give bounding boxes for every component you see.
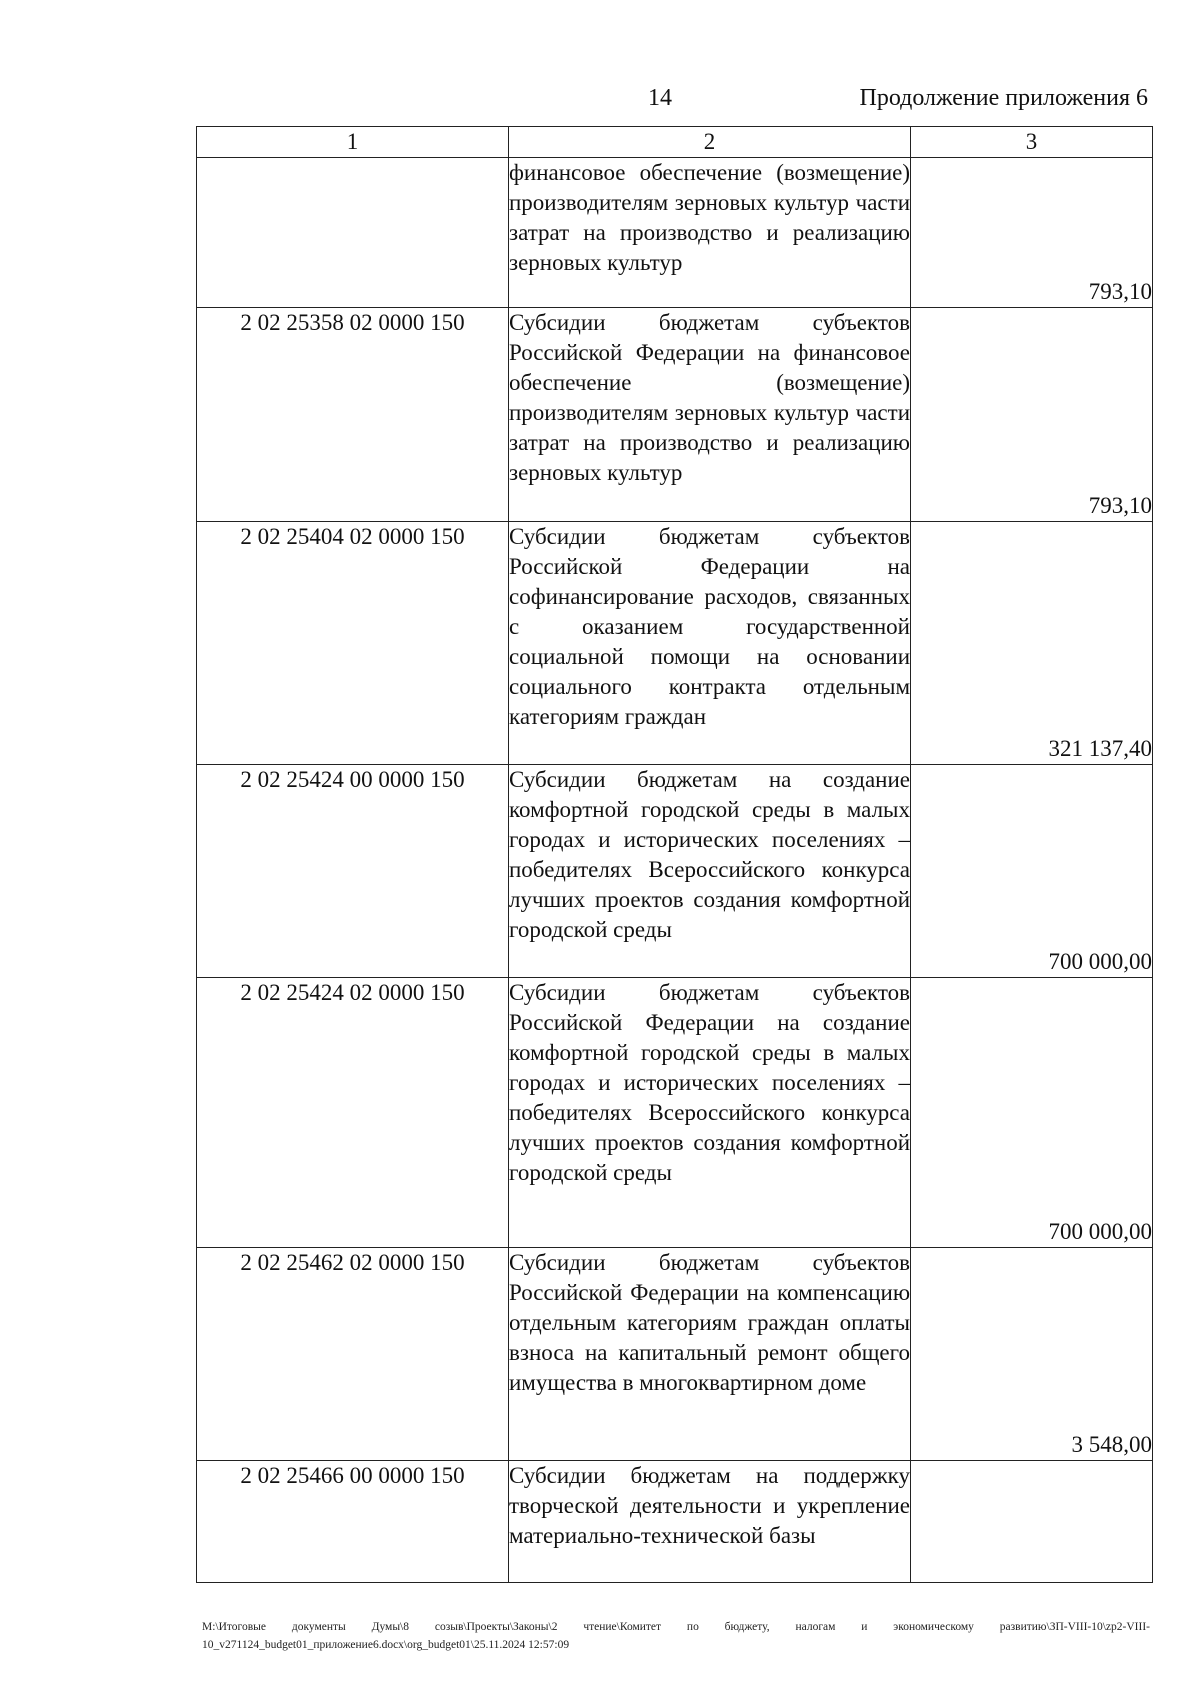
budget-revenue-table bbox=[196, 126, 1153, 1583]
column-header-2: 2 bbox=[509, 127, 911, 158]
table-row bbox=[197, 158, 1153, 308]
budget-code-cell: 2 02 25424 00 0000 150 bbox=[197, 765, 509, 978]
page-number: 14 bbox=[648, 85, 672, 111]
amount-cell: 321 137,40 bbox=[911, 522, 1153, 765]
table-row bbox=[197, 1461, 1153, 1583]
amount-cell: 700 000,00 bbox=[911, 765, 1153, 978]
appendix-continuation-label: Продолжение приложения 6 bbox=[859, 85, 1148, 111]
budget-code-cell: 2 02 25466 00 0000 150 bbox=[197, 1461, 509, 1583]
description-cell: Субсидии бюджетам субъектов Российской Федерации на создание комфортной городской среды в малых городах и исторических поселениях – победителях Всероссийского конкурса лучших проектов создания комфортной городской среды bbox=[509, 978, 911, 1248]
table-row bbox=[197, 308, 1153, 522]
amount-cell: 793,10 bbox=[911, 308, 1153, 522]
description-cell: Субсидии бюджетам на создание комфортной городской среды в малых городах и исторических поселениях – победителях Всероссийского конкурса лучших проектов создания комфортной городской среды bbox=[509, 765, 911, 978]
column-header-3: 3 bbox=[911, 127, 1153, 158]
description-cell: Субсидии бюджетам субъектов Российской Федерации на софинансирование расходов, связанных с оказанием государственной социальной помощи на основании социального контракта отдельным категориям граждан bbox=[509, 522, 911, 765]
document-file-path: M:\Итоговые документы Думы\8 созыв\Проекты\Законы\2 чтение\Комитет по бюджету, налогам и экономическому развитию\ЗП-VIII-10\zp2-VIII-10_v271124_budget01_приложение6.docx\org_budget01\25.11.2024 12:57:09 bbox=[202, 1621, 1150, 1651]
table-row bbox=[197, 978, 1153, 1248]
table-row bbox=[197, 1248, 1153, 1461]
table-row bbox=[197, 522, 1153, 765]
budget-code-cell: 2 02 25404 02 0000 150 bbox=[197, 522, 509, 765]
amount-cell: 700 000,00 bbox=[911, 978, 1153, 1248]
budget-code-cell: 2 02 25358 02 0000 150 bbox=[197, 308, 509, 522]
amount-cell bbox=[911, 1461, 1153, 1583]
amount-cell: 3 548,00 bbox=[911, 1248, 1153, 1461]
amount-cell: 793,10 bbox=[911, 158, 1153, 308]
budget-code-cell: 2 02 25462 02 0000 150 bbox=[197, 1248, 509, 1461]
column-header-1: 1 bbox=[197, 127, 509, 158]
table-header-row bbox=[197, 127, 1153, 158]
budget-code-cell bbox=[197, 158, 509, 308]
description-cell: Субсидии бюджетам субъектов Российской Федерации на финансовое обеспечение (возмещение) производителям зерновых культур части затрат на производство и реализацию зерновых культур bbox=[509, 308, 911, 522]
description-cell: финансовое обеспечение (возмещение) производителям зерновых культур части затрат на производство и реализацию зерновых культур bbox=[509, 158, 911, 308]
description-cell: Субсидии бюджетам на поддержку творческой деятельности и укрепление материально-технической базы bbox=[509, 1461, 911, 1583]
description-cell: Субсидии бюджетам субъектов Российской Федерации на компенсацию отдельным категориям граждан оплаты взноса на капитальный ремонт общего имущества в многоквартирном доме bbox=[509, 1248, 911, 1461]
budget-code-cell: 2 02 25424 02 0000 150 bbox=[197, 978, 509, 1248]
table-row bbox=[197, 765, 1153, 978]
